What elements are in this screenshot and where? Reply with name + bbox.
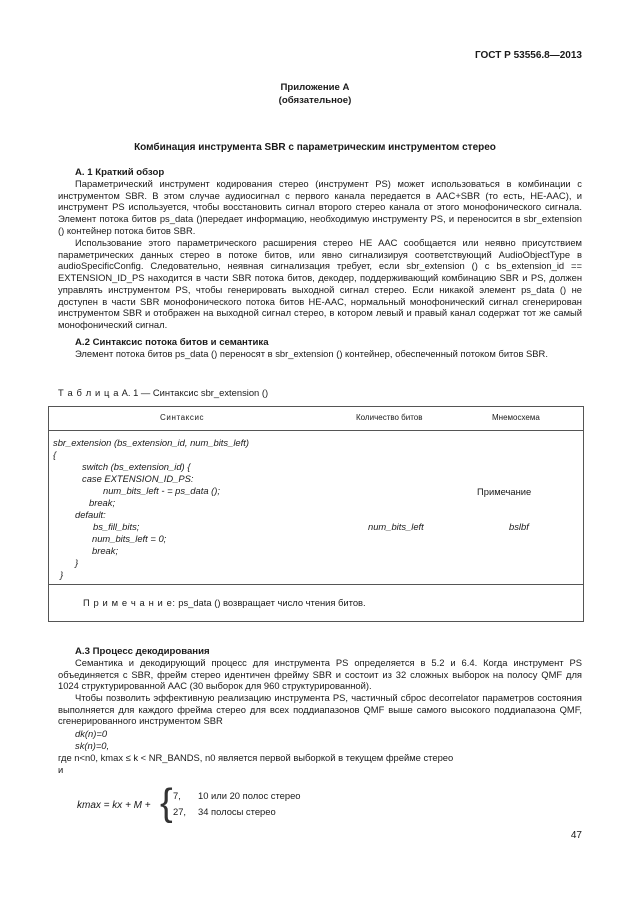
table-caption	[58, 387, 268, 398]
code-line-10: break;	[92, 545, 119, 556]
section-a3-title: А.3 Процесс декодирования	[75, 646, 210, 657]
col-header-syntax: Синтаксис	[160, 413, 205, 422]
table-left-border	[48, 406, 49, 621]
code-line-5: num_bits_left - = ps_data ();	[103, 485, 220, 496]
section-a1-paragraph-2: Использование этого параметрического расширения стерео HE AAC сообщается или неявно присутствием параметрических данных стерео в потоке битов, или явно сигнализируя соответствующий AudioObjectType в audioSpecificConfig. Следовательно, неявная сигнализация требует, если sbr_extension () с bs_extension_id == EXTENSION_ID_PS находится в части SBR потока битов, декодер, поддерживающий комбинацию SBR и PS, должен управлять инструментом PS, чтобы генерировать выходной сигнал стерео. Если никакой элемент ps_data () не доступен в части SBR монофонического потока битов HE-AAC, нормальный монофонический сигнал сгенерирован инструментом SBR и отображен на выходной сигнал стерео, в котором левый и правый канал содержат тот же самый монофонический сигнал.	[58, 237, 582, 330]
section-a3-paragraph-2: Чтобы позволить эффективную реализацию инструмента PS, частичный сброс decorrelator параметров состояния выполняется для каждого фрейма стерео для всех поддиапазонов QMF выше самого высокого поддиапазона QMF, сгенерированного инструментом SBR	[58, 692, 582, 727]
code-line-9: num_bits_left = 0;	[92, 533, 167, 544]
table-caption-text: А. 1 — Синтаксис sbr_extension ()	[119, 387, 269, 398]
section-a2-paragraph-1: Элемент потока битов ps_data () переносят в sbr_extension () контейнер, обеспеченный потоком битов SBR.	[75, 348, 548, 359]
formula-case1-value: 7,	[173, 790, 181, 801]
code-line-2: {	[53, 449, 57, 460]
equation-s-reset: sk(n)=0,	[75, 740, 110, 751]
mnemonic-value: bslbf	[509, 521, 529, 532]
section-a3-paragraph-1: Семантика и декодирующий процесс для инструмента PS определяется в 5.2 и 6.4. Когда инструмент PS объединяется с SBR, фрейм стерео идентичен фрейму SBR и состоит из 32 сложных выборок на полосу QMF для 1024 структурированной AAC (30 выборок для 960 структурированной).	[58, 657, 582, 692]
section-a1-paragraph-1: Параметрический инструмент кодирования стерео (инструмент PS) может использоваться в комбинации с инструментом SBR. В этом случае аудиосигнал с первого канала передается в AAC+SBR (то есть, HE-AAC), и инструмент PS используется, чтобы восстановить сигнал второго стерео канала от этого монофонического сигнала. Элемент потока битов ps_data ()передает информацию, необходимую инструменту PS, и переносится в sbr_extension () контейнер потока битов SBR.	[58, 178, 582, 236]
table-note	[83, 597, 366, 608]
code-line-7: default:	[75, 509, 106, 520]
table-body-border	[48, 584, 584, 585]
table-note-text: ps_data () возвращает число чтения битов.	[175, 597, 366, 608]
section-a2-title: А.2 Синтаксис потока битов и семантика	[75, 337, 269, 348]
formula-lhs: kmax = kx + M +	[77, 800, 151, 811]
code-line-8: bs_fill_bits;	[93, 521, 140, 532]
formula-case2-text: 34 полосы стерео	[198, 806, 276, 817]
mnemonic-note: Примечание	[477, 486, 532, 497]
page-number: 47	[570, 830, 582, 841]
annex-title: Приложение А	[280, 82, 350, 93]
table-bottom-border	[48, 621, 584, 622]
col-header-bits: Количество битов	[356, 413, 423, 422]
col-header-mnemonic: Мнемосхема	[492, 413, 540, 422]
table-top-border	[48, 406, 584, 407]
annex-heading: Комбинация инструмента SBR с параметрическим инструментом стерео	[134, 142, 496, 153]
table-header-border	[48, 430, 584, 431]
bits-value: num_bits_left	[368, 521, 424, 532]
formula-case1-text: 10 или 20 полос стерео	[198, 790, 301, 801]
annex-status: (обязательное)	[278, 95, 352, 106]
table-right-border	[583, 406, 584, 621]
formula-brace: {	[160, 782, 173, 824]
table-caption-prefix: Т а б л и ц а	[58, 387, 120, 398]
code-line-3: switch (bs_extension_id) {	[82, 461, 191, 472]
where-clause: где n<n0, kmax ≤ k < NR_BANDS, n0 является первой выборкой в текущем фрейме стерео	[58, 752, 454, 763]
code-line-4: case EXTENSION_ID_PS:	[82, 473, 194, 484]
standard-number: ГОСТ Р 53556.8—2013	[474, 50, 582, 61]
section-a1-title: А. 1 Краткий обзор	[75, 167, 165, 178]
and-word: и	[58, 764, 64, 775]
table-note-prefix: П р и м е ч а н и е:	[83, 597, 176, 608]
code-line-6: break;	[89, 497, 116, 508]
code-line-11: }	[75, 557, 79, 568]
formula-case2-value: 27,	[173, 806, 187, 817]
code-line-12: }	[60, 569, 64, 580]
equation-d-reset: dk(n)=0	[75, 728, 108, 739]
code-line-1: sbr_extension (bs_extension_id, num_bits_left)	[53, 437, 249, 448]
